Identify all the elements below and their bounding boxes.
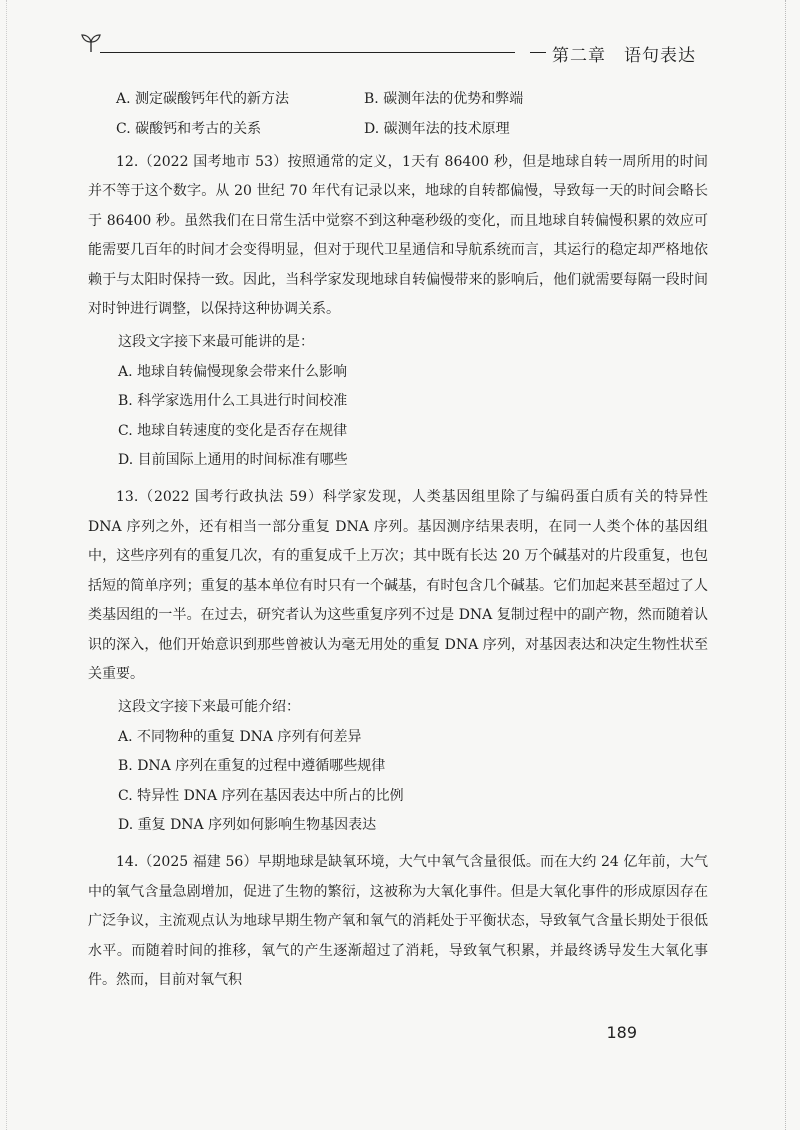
page-number: 189 xyxy=(606,1023,637,1042)
q13-option-c: C. 特异性 DNA 序列在基因表达中所占的比例 xyxy=(118,787,404,804)
page-edge-right xyxy=(785,0,786,1130)
q11-option-d: D. 碳测年法的技术原理 xyxy=(364,121,510,137)
page-edge-left xyxy=(6,0,7,1130)
q13-option-d: D. 重复 DNA 序列如何影响生物基因表达 xyxy=(118,816,377,833)
header-rule-short xyxy=(530,52,546,53)
leaf-icon xyxy=(80,34,102,54)
q13-option-b: B. DNA 序列在重复的过程中遵循哪些规律 xyxy=(118,758,386,775)
q12-option-a: A. 地球自转偏慢现象会带来什么影响 xyxy=(118,363,348,380)
chapter-title: 第二章 语句表达 xyxy=(552,46,696,66)
q11-options xyxy=(116,88,708,140)
q14-passage: 14.（2025 福建 56）早期地球是缺氧环境，大气中氧气含量很低。而在大约 24 亿年前，大气中的氧气含量急剧增加，促进了生物的繁衍，这被称为大氧化事件。但是大氧化事件的形成原因存在广泛争议，主流观点认为地球早期生物产氧和氧气的消耗处于平衡状态，导致氧气含量长期处于很低水平。而随着时间的推移，氧气的产生逐渐超过了消耗，导致氧气积累，并最终诱导发生大氧化事件。然而，目前对氧气积 xyxy=(88,854,708,988)
q11-option-c: C. 碳酸钙和考古的关系 xyxy=(116,121,262,137)
page-content xyxy=(88,88,708,995)
q12-passage: 12.（2022 国考地市 53）按照通常的定义，1天有 86400 秒，但是地球自转一周所用的时间并不等于这个数字。从 20 世纪 70 年代有记录以来，地球的自转都偏慢，导致每一天的时间会略长于 86400 秒。虽然我们在日常生活中觉察不到这种毫秒级的变化，而且地球自转偏慢积累的效应可能需要几百年的时间才会变得明显，但对于现代卫星通信和导航系统而言，其运行的稳定却严格地依赖于与太阳时保持一致。因此，当科学家发现地球自转偏慢带来的影响后，他们就需要每隔一段时间对时钟进行调整，以保持这种协调关系。 xyxy=(88,154,708,318)
q13-stem: 这段文字接下来最可能介绍： xyxy=(118,699,300,716)
header-rule xyxy=(100,52,515,53)
q11-option-b: B. 碳测年法的优势和弊端 xyxy=(364,91,524,107)
q12-option-c: C. 地球自转速度的变化是否存在规律 xyxy=(118,422,348,439)
q13-passage: 13.（2022 国考行政执法 59）科学家发现，人类基因组里除了与编码蛋白质有关的特异性 DNA 序列之外，还有相当一部分重复 DNA 序列。基因测序结果表明，在同一人类个体的基因组中，这些序列有的重复几次，有的重复成千上万次；其中既有长达 20 万个碱基对的片段重复，也包括短的简单序列；重复的基本单位有时只有一个碱基，有时包含几个碱基。它们加起来甚至超过了人类基因组的一半。在过去，研究者认为这些重复序列不过是 DNA 复制过程中的副产物，然而随着认识的深入，他们开始意识到那些曾被认为毫无用处的重复 DNA 序列，对基因表达和决定生物性状至关重要。 xyxy=(88,489,708,682)
q12-option-d: D. 目前国际上通用的时间标准有哪些 xyxy=(118,452,348,469)
q11-option-a: A. 测定碳酸钙年代的新方法 xyxy=(116,91,290,107)
q13-option-a: A. 不同物种的重复 DNA 序列有何差异 xyxy=(118,728,362,745)
q12-stem: 这段文字接下来最可能讲的是： xyxy=(118,334,314,351)
q12-option-b: B. 科学家选用什么工具进行时间校准 xyxy=(118,393,348,410)
